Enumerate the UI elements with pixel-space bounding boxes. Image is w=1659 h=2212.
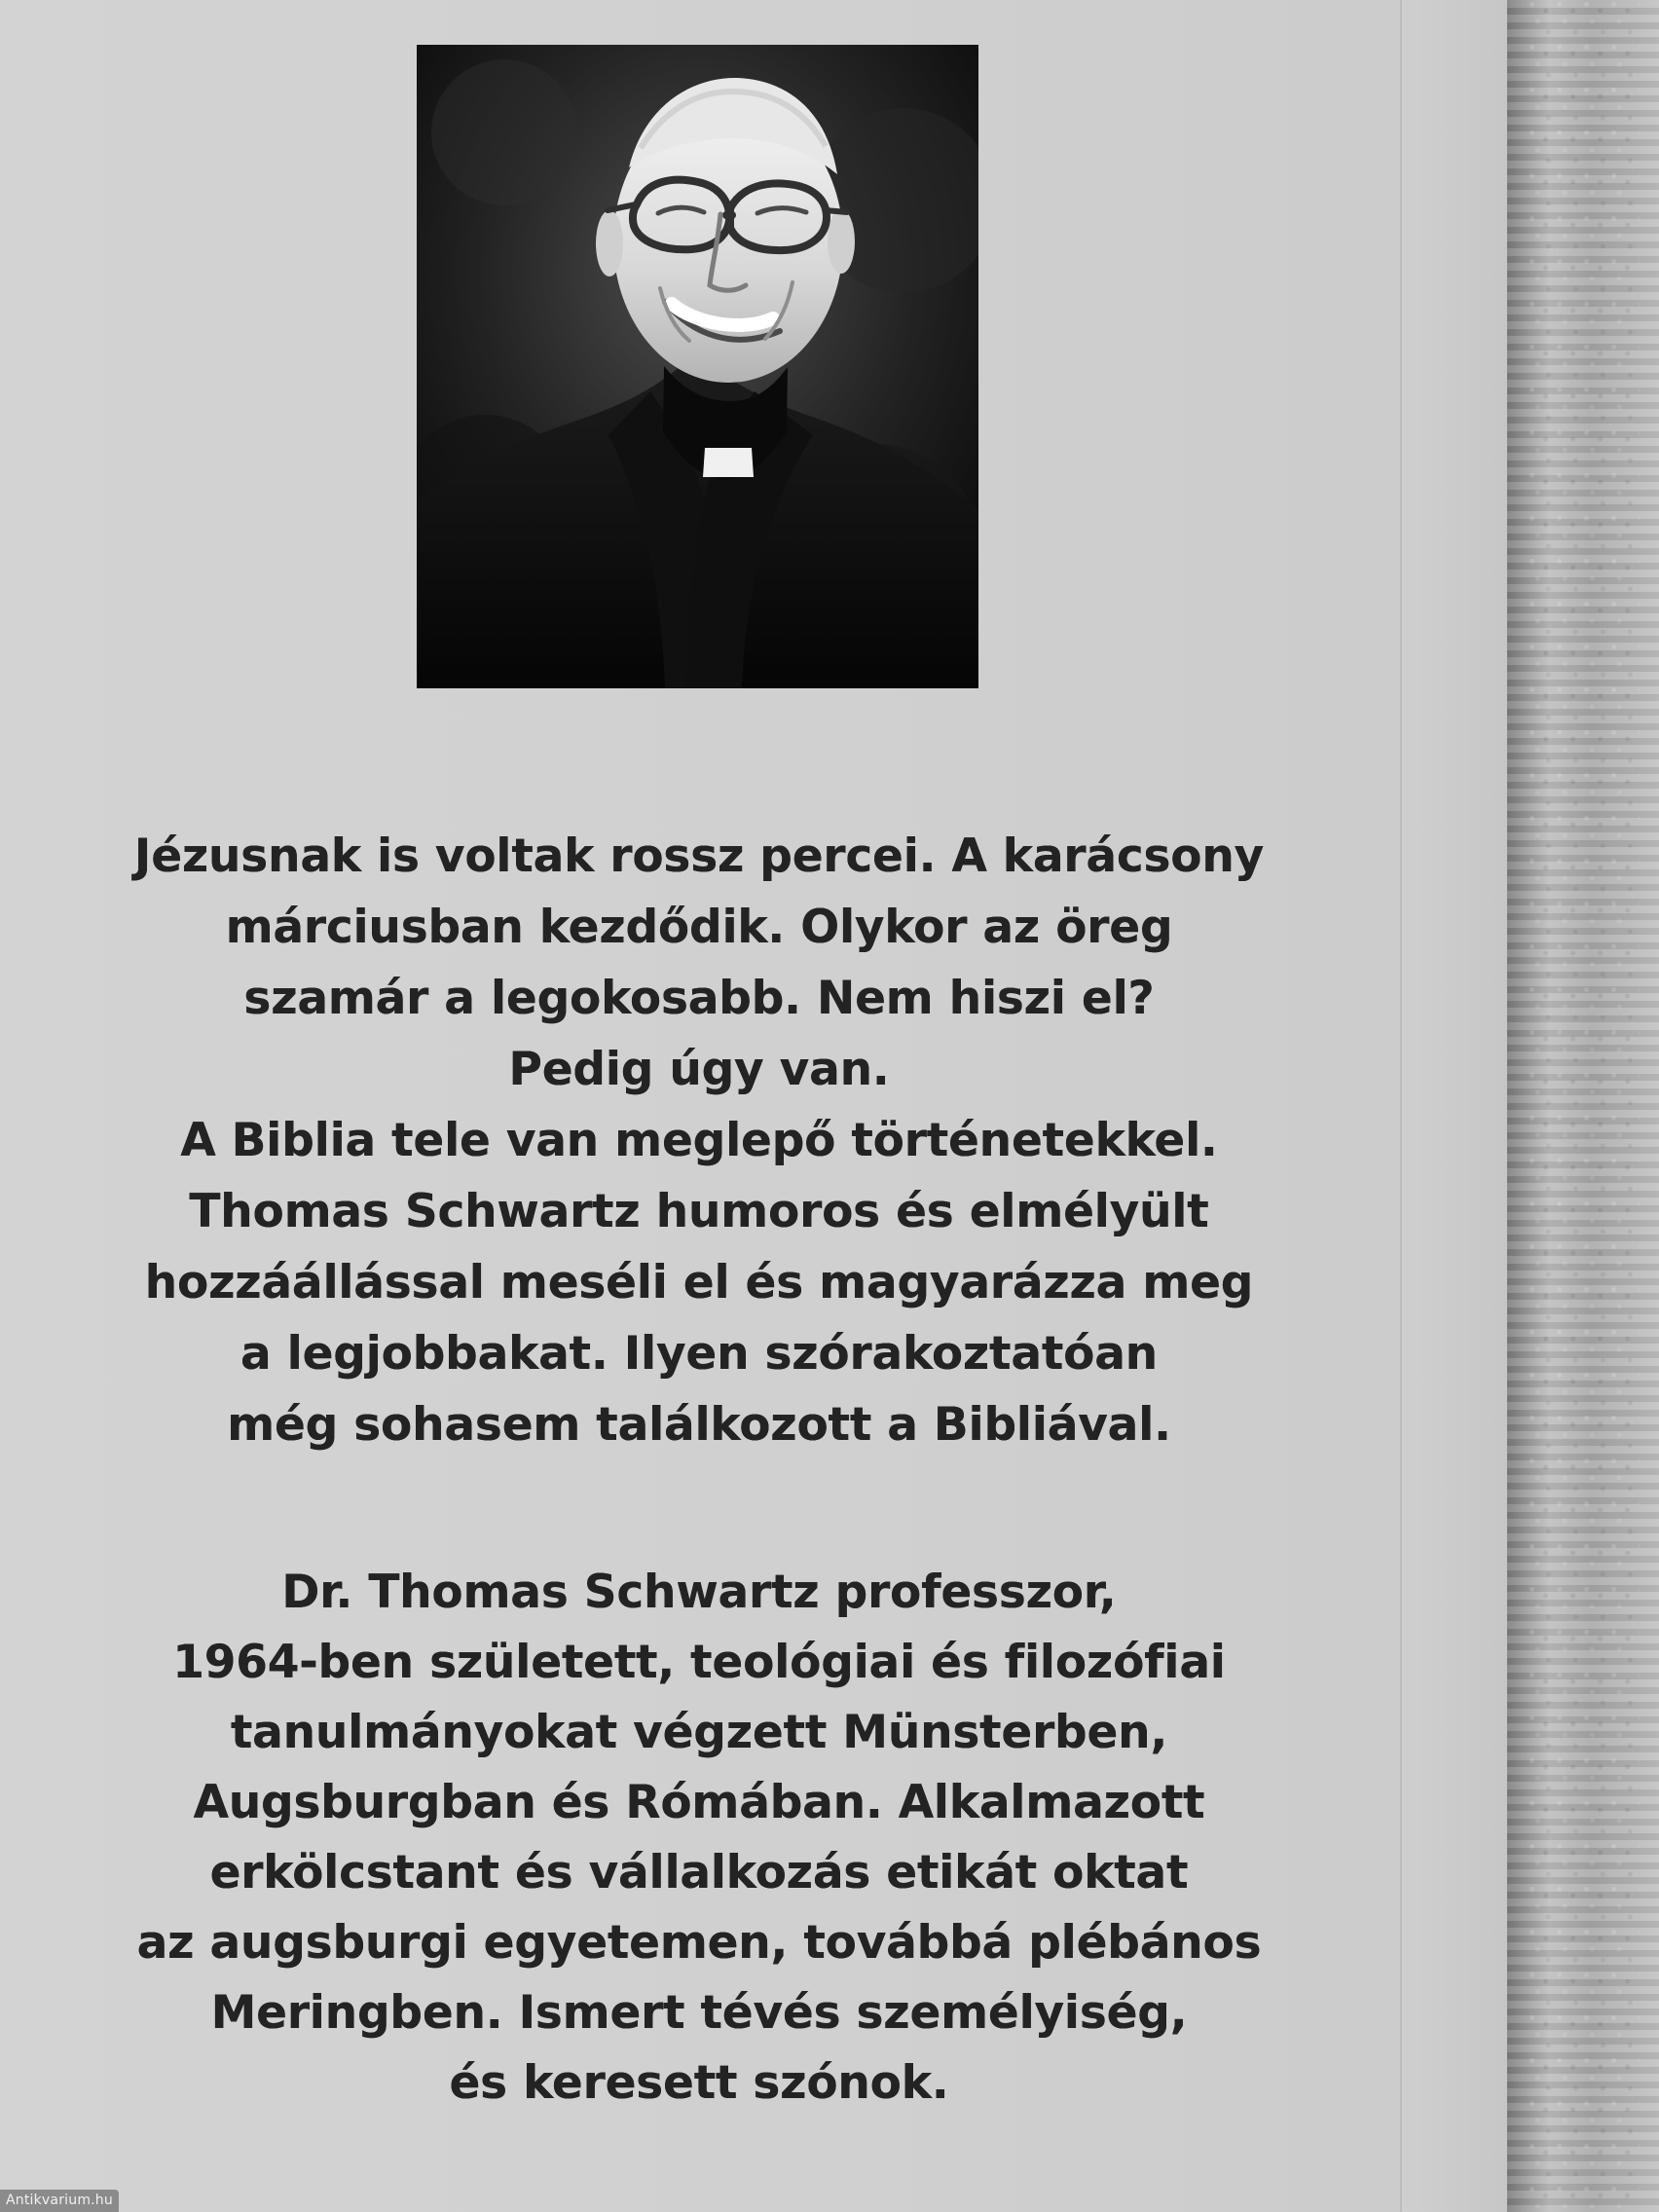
- description-line-2: márciusban kezdődik. Olykor az öreg: [225, 901, 1173, 954]
- description-line-4: Pedig úgy van.: [508, 1043, 890, 1096]
- description-line-7: hozzáállással meséli el és magyarázza meg: [144, 1256, 1254, 1309]
- description-line-8: a legjobbakat. Ilyen szórakoztatóan: [240, 1327, 1158, 1381]
- author-bio-line-6: az augsburgi egyetemen, továbbá plébános: [136, 1916, 1262, 1970]
- book-edge: [1400, 0, 1507, 2212]
- author-bio-line-3: tanulmányokat végzett Münsterben,: [230, 1706, 1168, 1759]
- description-line-6: Thomas Schwartz humoros és elmélyült: [189, 1185, 1209, 1238]
- author-bio-line-1: Dr. Thomas Schwartz professzor,: [281, 1566, 1117, 1619]
- author-bio-line-5: erkölcstant és vállalkozás etikát oktat: [209, 1846, 1189, 1899]
- description-line-9: még sohasem találkozott a Bibliával.: [227, 1398, 1171, 1452]
- description-line-1: Jézusnak is voltak rossz percei. A karácsony: [133, 830, 1265, 883]
- author-bio-paragraph: [115, 1558, 1283, 2119]
- description-paragraph: [115, 821, 1283, 1460]
- background-surface: [1507, 0, 1659, 2212]
- watermark-label: Antikvarium.hu: [0, 2190, 119, 2212]
- author-bio-line-4: Augsburgban és Rómában. Alkalmazott: [193, 1776, 1205, 1829]
- author-portrait-image: [417, 45, 978, 688]
- description-line-5: A Biblia tele van meglepő történetekkel.: [180, 1114, 1218, 1167]
- author-bio-line-2: 1964-ben született, teológiai és filozófiai: [172, 1636, 1226, 1689]
- author-bio-line-7: Meringben. Ismert tévés személyiség,: [210, 1986, 1188, 2040]
- description-line-3: szamár a legokosabb. Nem hiszi el?: [243, 972, 1155, 1025]
- author-portrait: [417, 45, 978, 688]
- author-bio-line-8: és keresett szónok.: [449, 2056, 949, 2110]
